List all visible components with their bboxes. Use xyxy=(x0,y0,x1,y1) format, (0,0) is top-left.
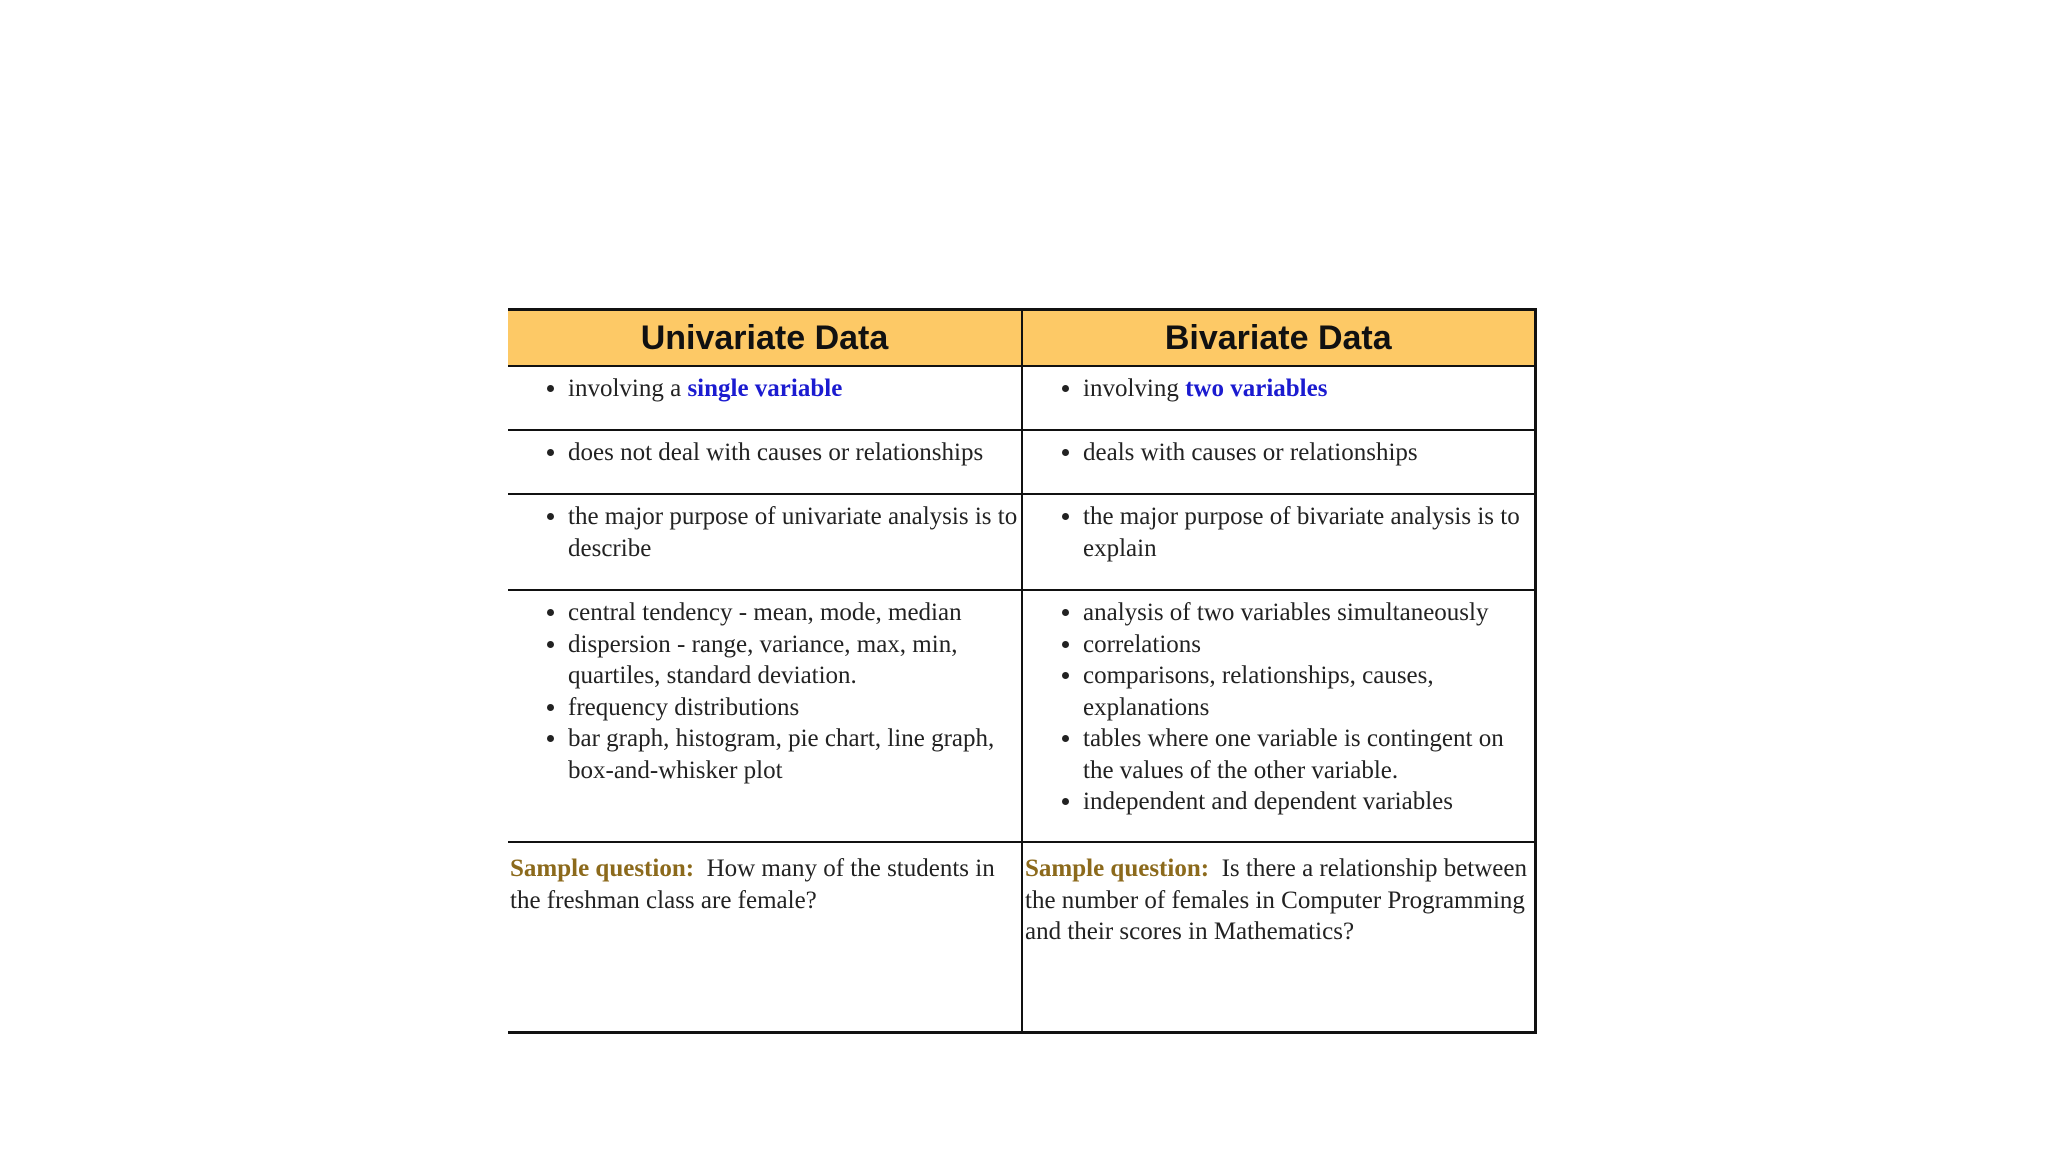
list-item: • central tendency - mean, mode, median xyxy=(568,597,1019,629)
list-item: • deals with causes or relationships xyxy=(1083,437,1532,469)
comparison-table xyxy=(508,308,1537,1034)
bivariate-cell xyxy=(1022,590,1535,842)
table-row xyxy=(508,366,1535,430)
header-bivariate: Bivariate Data xyxy=(1022,310,1535,367)
list-item: • tables where one variable is contingent on the values of the other variable. xyxy=(1083,723,1532,786)
list-item: • the major purpose of univariate analysis is to describe xyxy=(568,501,1019,564)
bullet-list xyxy=(508,501,1019,564)
bullet-list xyxy=(1023,437,1532,469)
highlight-term: two variables xyxy=(1185,375,1328,402)
bivariate-cell xyxy=(1022,430,1535,494)
list-item: • the major purpose of bivariate analysis is to explain xyxy=(1083,501,1532,564)
bullet-list xyxy=(508,373,1019,405)
header-univariate: Univariate Data xyxy=(508,310,1022,367)
bullet-list xyxy=(1023,501,1532,564)
header-row xyxy=(508,310,1535,367)
univariate-cell xyxy=(508,366,1022,430)
list-item: • comparisons, relationships, causes, explanations xyxy=(1083,660,1532,723)
list-item: • dispersion - range, variance, max, min, quartiles, standard deviation. xyxy=(568,629,1019,692)
highlight-term: single variable xyxy=(687,375,843,402)
table-row xyxy=(508,494,1535,590)
univariate-cell xyxy=(508,590,1022,842)
list-item: • independent and dependent variables xyxy=(1083,786,1532,818)
list-item xyxy=(1083,373,1532,405)
sample-question-label: Sample question: xyxy=(1025,855,1210,882)
sample-question-label: Sample question: xyxy=(510,855,695,882)
bivariate-cell xyxy=(1022,366,1535,430)
list-item: • frequency distributions xyxy=(568,692,1019,724)
list-item xyxy=(568,373,1019,405)
bivariate-sample-question xyxy=(1022,842,1535,1032)
list-item: • analysis of two variables simultaneously xyxy=(1083,597,1532,629)
item-text: involving xyxy=(1083,375,1186,402)
list-item: • does not deal with causes or relationships xyxy=(568,437,1019,469)
table-row xyxy=(508,590,1535,842)
table-row xyxy=(508,430,1535,494)
list-item: • correlations xyxy=(1083,629,1532,661)
bullet-list xyxy=(508,437,1019,469)
item-text: involving a xyxy=(568,375,688,402)
univariate-sample-question xyxy=(508,842,1022,1032)
bullet-list xyxy=(508,597,1019,786)
sample-question-text: How many of the students in the freshman class are female? xyxy=(510,855,995,914)
univariate-cell xyxy=(508,494,1022,590)
bullet-list xyxy=(1023,597,1532,818)
univariate-cell xyxy=(508,430,1022,494)
bullet-list xyxy=(1023,373,1532,405)
sample-question-text: Is there a relationship between the number of females in Computer Programming and their scores in Mathematics? xyxy=(1025,855,1527,945)
sample-question-row xyxy=(508,842,1535,1032)
bivariate-cell xyxy=(1022,494,1535,590)
list-item: • bar graph, histogram, pie chart, line graph, box-and-whisker plot xyxy=(568,723,1019,786)
